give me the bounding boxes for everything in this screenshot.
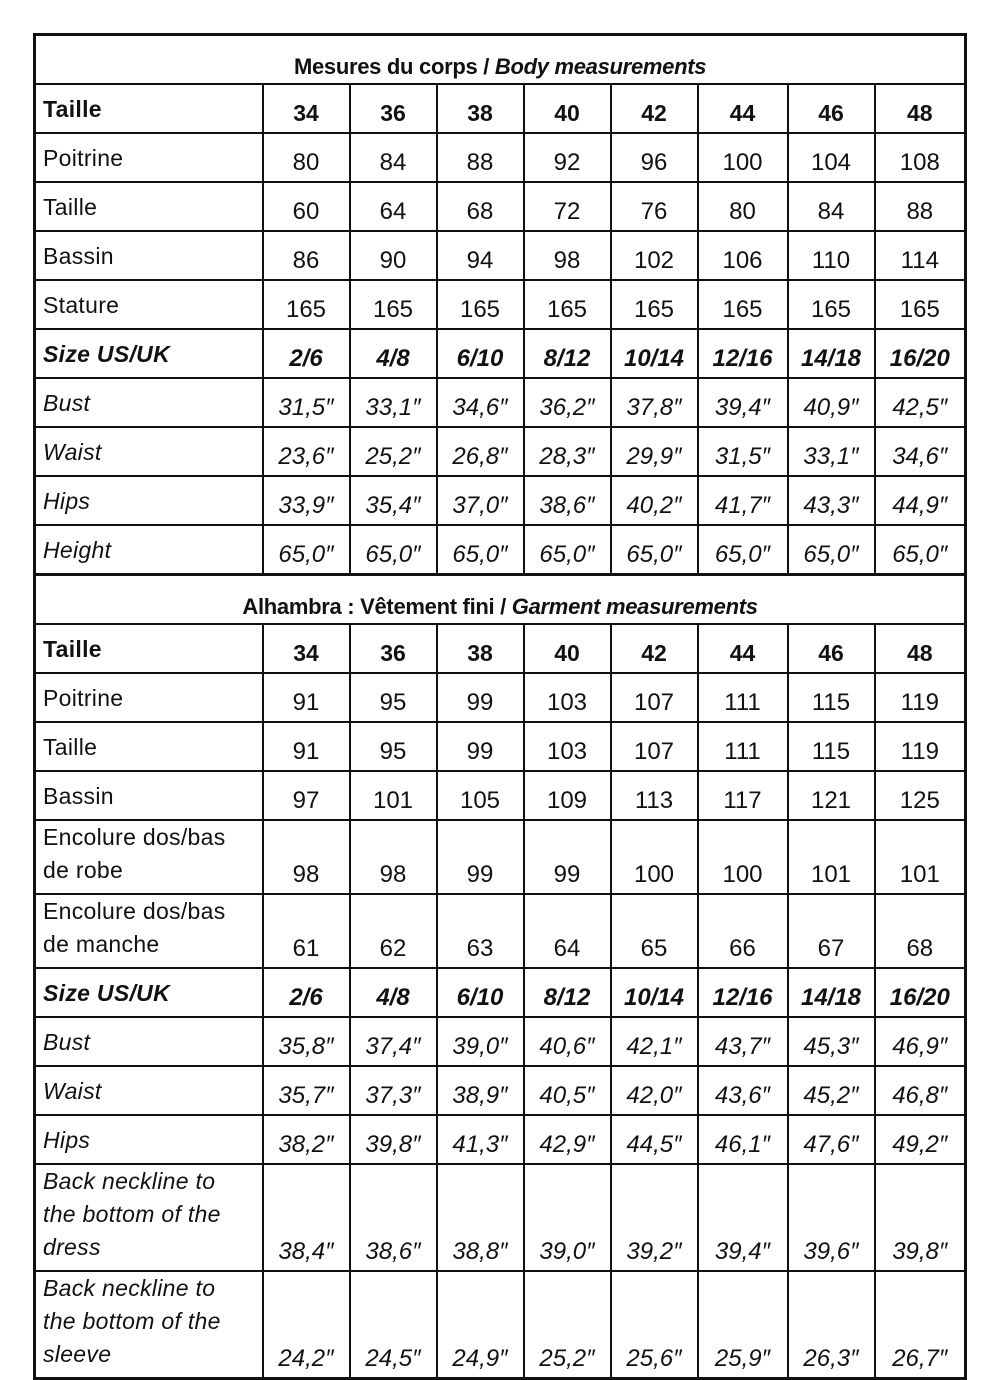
value-cell: 119 <box>875 673 966 722</box>
value-cell: 107 <box>611 722 698 771</box>
table-row <box>35 525 966 575</box>
row-label: Bust <box>35 1017 263 1066</box>
row-label <box>35 894 263 968</box>
us-size-cell: 2/6 <box>263 968 350 1017</box>
us-size-cell: 4/8 <box>350 329 437 378</box>
us-size-cell: 16/20 <box>875 329 966 378</box>
value-cell: 46,8″ <box>875 1066 966 1115</box>
value-cell: 25,6″ <box>611 1271 698 1379</box>
value-cell: 106 <box>698 231 788 280</box>
size-header-row <box>35 84 966 133</box>
us-size-cell: 6/10 <box>437 329 524 378</box>
size-cell: 48 <box>875 624 966 673</box>
value-cell: 41,3″ <box>437 1115 524 1164</box>
us-size-cell: 14/18 <box>788 329 875 378</box>
value-cell: 101 <box>788 820 875 894</box>
size-cell: 38 <box>437 84 524 133</box>
value-cell: 46,1″ <box>698 1115 788 1164</box>
table-row <box>35 1066 966 1115</box>
value-cell: 65,0″ <box>524 525 611 575</box>
size-cell: 40 <box>524 84 611 133</box>
value-cell: 34,6″ <box>437 378 524 427</box>
title-french: Alhambra : Vêtement fini / <box>242 594 512 619</box>
value-cell: 39,0″ <box>437 1017 524 1066</box>
value-cell: 33,1″ <box>350 378 437 427</box>
value-cell: 38,6″ <box>350 1164 437 1271</box>
size-cell: 36 <box>350 624 437 673</box>
value-cell: 38,2″ <box>263 1115 350 1164</box>
value-cell: 65,0″ <box>611 525 698 575</box>
row-label-line: Encolure dos/bas <box>43 824 226 850</box>
value-cell: 29,9″ <box>611 427 698 476</box>
row-label-line: sleeve <box>43 1341 112 1367</box>
value-cell: 37,4″ <box>350 1017 437 1066</box>
value-cell: 101 <box>875 820 966 894</box>
value-cell: 95 <box>350 673 437 722</box>
value-cell: 114 <box>875 231 966 280</box>
value-cell: 102 <box>611 231 698 280</box>
row-label <box>35 820 263 894</box>
us-size-cell: 8/12 <box>524 968 611 1017</box>
us-size-cell: 6/10 <box>437 968 524 1017</box>
row-label: Hips <box>35 476 263 525</box>
value-cell: 91 <box>263 673 350 722</box>
table-row <box>35 1271 966 1379</box>
row-label: Size US/UK <box>35 329 263 378</box>
value-cell: 24,9″ <box>437 1271 524 1379</box>
title-english: Garment measurements <box>511 594 758 619</box>
row-label: Bust <box>35 378 263 427</box>
table-row <box>35 673 966 722</box>
value-cell: 104 <box>788 133 875 182</box>
value-cell: 40,2″ <box>611 476 698 525</box>
table-title <box>35 575 966 625</box>
value-cell: 103 <box>524 722 611 771</box>
value-cell: 125 <box>875 771 966 820</box>
value-cell: 40,5″ <box>524 1066 611 1115</box>
value-cell: 25,2″ <box>350 427 437 476</box>
table-row <box>35 133 966 182</box>
row-label: Taille <box>35 624 263 673</box>
us-size-cell: 14/18 <box>788 968 875 1017</box>
value-cell: 42,1″ <box>611 1017 698 1066</box>
value-cell: 99 <box>437 722 524 771</box>
table-row <box>35 476 966 525</box>
value-cell: 66 <box>698 894 788 968</box>
value-cell: 39,0″ <box>524 1164 611 1271</box>
value-cell: 165 <box>611 280 698 329</box>
value-cell: 100 <box>611 820 698 894</box>
value-cell: 165 <box>263 280 350 329</box>
value-cell: 43,6″ <box>698 1066 788 1115</box>
value-cell: 35,8″ <box>263 1017 350 1066</box>
value-cell: 117 <box>698 771 788 820</box>
value-cell: 43,3″ <box>788 476 875 525</box>
value-cell: 60 <box>263 182 350 231</box>
size-cell: 42 <box>611 624 698 673</box>
value-cell: 65,0″ <box>437 525 524 575</box>
value-cell: 96 <box>611 133 698 182</box>
value-cell: 26,8″ <box>437 427 524 476</box>
value-cell: 28,3″ <box>524 427 611 476</box>
size-cell: 44 <box>698 84 788 133</box>
value-cell: 99 <box>524 820 611 894</box>
table-row <box>35 820 966 894</box>
size-cell: 40 <box>524 624 611 673</box>
size-cell: 34 <box>263 84 350 133</box>
value-cell: 92 <box>524 133 611 182</box>
us-size-cell: 10/14 <box>611 968 698 1017</box>
value-cell: 26,3″ <box>788 1271 875 1379</box>
row-label: Poitrine <box>35 673 263 722</box>
value-cell: 23,6″ <box>263 427 350 476</box>
row-label: Bassin <box>35 771 263 820</box>
value-cell: 65,0″ <box>263 525 350 575</box>
row-label: Taille <box>35 182 263 231</box>
value-cell: 80 <box>263 133 350 182</box>
value-cell: 98 <box>263 820 350 894</box>
value-cell: 165 <box>788 280 875 329</box>
us-size-header-row <box>35 968 966 1017</box>
value-cell: 61 <box>263 894 350 968</box>
value-cell: 97 <box>263 771 350 820</box>
value-cell: 68 <box>875 894 966 968</box>
value-cell: 39,2″ <box>611 1164 698 1271</box>
table-row <box>35 182 966 231</box>
value-cell: 63 <box>437 894 524 968</box>
table-row <box>35 231 966 280</box>
value-cell: 108 <box>875 133 966 182</box>
row-label: Taille <box>35 84 263 133</box>
value-cell: 115 <box>788 722 875 771</box>
us-size-cell: 16/20 <box>875 968 966 1017</box>
size-cell: 36 <box>350 84 437 133</box>
value-cell: 64 <box>350 182 437 231</box>
value-cell: 94 <box>437 231 524 280</box>
value-cell: 39,8″ <box>875 1164 966 1271</box>
value-cell: 44,9″ <box>875 476 966 525</box>
value-cell: 100 <box>698 820 788 894</box>
value-cell: 86 <box>263 231 350 280</box>
value-cell: 39,8″ <box>350 1115 437 1164</box>
value-cell: 88 <box>437 133 524 182</box>
value-cell: 25,2″ <box>524 1271 611 1379</box>
size-cell: 42 <box>611 84 698 133</box>
value-cell: 80 <box>698 182 788 231</box>
value-cell: 39,4″ <box>698 1164 788 1271</box>
row-label-line: de manche <box>43 931 160 957</box>
value-cell: 42,0″ <box>611 1066 698 1115</box>
value-cell: 37,3″ <box>350 1066 437 1115</box>
size-cell: 34 <box>263 624 350 673</box>
value-cell: 165 <box>437 280 524 329</box>
table-row <box>35 280 966 329</box>
us-size-cell: 10/14 <box>611 329 698 378</box>
value-cell: 24,5″ <box>350 1271 437 1379</box>
value-cell: 76 <box>611 182 698 231</box>
size-cell: 44 <box>698 624 788 673</box>
value-cell: 65 <box>611 894 698 968</box>
table-row <box>35 1115 966 1164</box>
value-cell: 101 <box>350 771 437 820</box>
value-cell: 64 <box>524 894 611 968</box>
value-cell: 110 <box>788 231 875 280</box>
value-cell: 26,7″ <box>875 1271 966 1379</box>
value-cell: 49,2″ <box>875 1115 966 1164</box>
value-cell: 65,0″ <box>875 525 966 575</box>
us-size-cell: 2/6 <box>263 329 350 378</box>
table-row <box>35 378 966 427</box>
value-cell: 38,8″ <box>437 1164 524 1271</box>
table-row <box>35 722 966 771</box>
value-cell: 38,9″ <box>437 1066 524 1115</box>
value-cell: 31,5″ <box>263 378 350 427</box>
row-label: Waist <box>35 1066 263 1115</box>
value-cell: 98 <box>350 820 437 894</box>
row-label: Height <box>35 525 263 575</box>
row-label: Hips <box>35 1115 263 1164</box>
value-cell: 24,2″ <box>263 1271 350 1379</box>
value-cell: 99 <box>437 820 524 894</box>
value-cell: 68 <box>437 182 524 231</box>
row-label: Poitrine <box>35 133 263 182</box>
value-cell: 99 <box>437 673 524 722</box>
value-cell: 40,6″ <box>524 1017 611 1066</box>
value-cell: 33,9″ <box>263 476 350 525</box>
row-label-line: Back neckline to <box>43 1275 216 1301</box>
value-cell: 37,8″ <box>611 378 698 427</box>
value-cell: 88 <box>875 182 966 231</box>
row-label <box>35 1164 263 1271</box>
size-cell: 46 <box>788 84 875 133</box>
value-cell: 90 <box>350 231 437 280</box>
value-cell: 165 <box>875 280 966 329</box>
value-cell: 34,6″ <box>875 427 966 476</box>
table-row <box>35 1164 966 1271</box>
row-label <box>35 1271 263 1379</box>
value-cell: 165 <box>524 280 611 329</box>
value-cell: 38,4″ <box>263 1164 350 1271</box>
value-cell: 35,4″ <box>350 476 437 525</box>
body-measurements-table <box>33 33 967 576</box>
value-cell: 109 <box>524 771 611 820</box>
row-label: Stature <box>35 280 263 329</box>
value-cell: 40,9″ <box>788 378 875 427</box>
value-cell: 43,7″ <box>698 1017 788 1066</box>
us-size-header-row <box>35 329 966 378</box>
size-cell: 46 <box>788 624 875 673</box>
value-cell: 37,0″ <box>437 476 524 525</box>
value-cell: 72 <box>524 182 611 231</box>
us-size-cell: 12/16 <box>698 329 788 378</box>
value-cell: 65,0″ <box>698 525 788 575</box>
value-cell: 33,1″ <box>788 427 875 476</box>
table-row <box>35 427 966 476</box>
size-cell: 38 <box>437 624 524 673</box>
row-label-line: Encolure dos/bas <box>43 898 226 924</box>
value-cell: 165 <box>698 280 788 329</box>
value-cell: 42,9″ <box>524 1115 611 1164</box>
value-cell: 121 <box>788 771 875 820</box>
value-cell: 25,9″ <box>698 1271 788 1379</box>
row-label-line: the bottom of the <box>43 1201 221 1227</box>
table-row <box>35 1017 966 1066</box>
value-cell: 42,5″ <box>875 378 966 427</box>
row-label: Taille <box>35 722 263 771</box>
size-header-row <box>35 624 966 673</box>
value-cell: 165 <box>350 280 437 329</box>
row-label: Waist <box>35 427 263 476</box>
value-cell: 105 <box>437 771 524 820</box>
row-label-line: de robe <box>43 857 124 883</box>
value-cell: 84 <box>788 182 875 231</box>
value-cell: 41,7″ <box>698 476 788 525</box>
value-cell: 95 <box>350 722 437 771</box>
us-size-cell: 4/8 <box>350 968 437 1017</box>
title-french: Mesures du corps / <box>293 54 495 79</box>
table-row <box>35 894 966 968</box>
value-cell: 62 <box>350 894 437 968</box>
value-cell: 111 <box>698 722 788 771</box>
value-cell: 65,0″ <box>788 525 875 575</box>
value-cell: 46,9″ <box>875 1017 966 1066</box>
value-cell: 115 <box>788 673 875 722</box>
value-cell: 47,6″ <box>788 1115 875 1164</box>
value-cell: 103 <box>524 673 611 722</box>
value-cell: 44,5″ <box>611 1115 698 1164</box>
value-cell: 91 <box>263 722 350 771</box>
table-row <box>35 771 966 820</box>
value-cell: 113 <box>611 771 698 820</box>
value-cell: 39,6″ <box>788 1164 875 1271</box>
us-size-cell: 12/16 <box>698 968 788 1017</box>
value-cell: 65,0″ <box>350 525 437 575</box>
value-cell: 39,4″ <box>698 378 788 427</box>
value-cell: 111 <box>698 673 788 722</box>
value-cell: 100 <box>698 133 788 182</box>
row-label-line: the bottom of the <box>43 1308 221 1334</box>
row-label: Size US/UK <box>35 968 263 1017</box>
value-cell: 36,2″ <box>524 378 611 427</box>
value-cell: 45,3″ <box>788 1017 875 1066</box>
row-label-line: Back neckline to <box>43 1168 216 1194</box>
value-cell: 98 <box>524 231 611 280</box>
value-cell: 107 <box>611 673 698 722</box>
value-cell: 38,6″ <box>524 476 611 525</box>
garment-measurements-table <box>33 573 967 1380</box>
value-cell: 35,7″ <box>263 1066 350 1115</box>
us-size-cell: 8/12 <box>524 329 611 378</box>
value-cell: 31,5″ <box>698 427 788 476</box>
value-cell: 119 <box>875 722 966 771</box>
value-cell: 84 <box>350 133 437 182</box>
row-label: Bassin <box>35 231 263 280</box>
value-cell: 45,2″ <box>788 1066 875 1115</box>
size-cell: 48 <box>875 84 966 133</box>
row-label-line: dress <box>43 1234 101 1260</box>
title-english: Body measurements <box>494 54 707 79</box>
value-cell: 67 <box>788 894 875 968</box>
table-title <box>35 35 966 85</box>
